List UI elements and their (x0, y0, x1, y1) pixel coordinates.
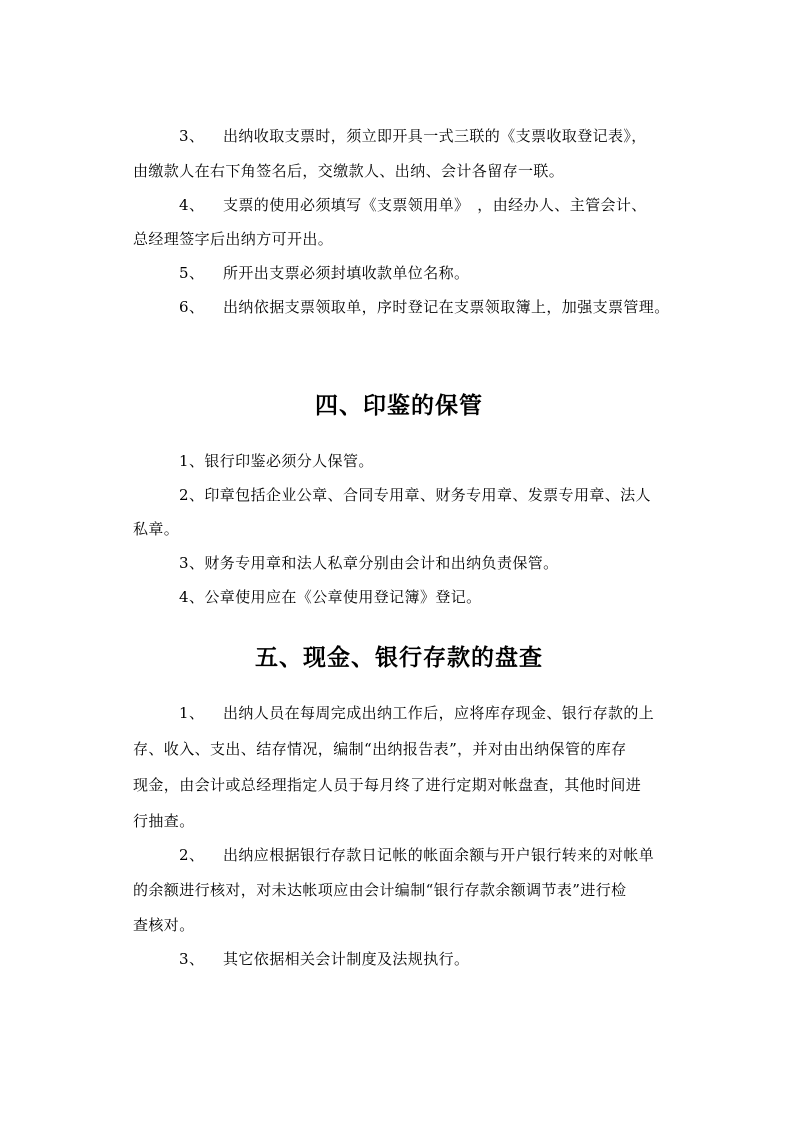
item-number: 2、 (179, 846, 205, 864)
cheque-item-3-line-1: 3、 出纳收取支票时，须立即开具一式三联的《支票收取登记表》， (179, 127, 647, 145)
audit-item-1-line-2: 存、收入、支出、结存情况，编制“出纳报告表”，并对由出纳保管的库存 (133, 740, 627, 758)
audit-item-3: 3、 其它依据相关会计制度及法规执行。 (179, 950, 470, 968)
audit-item-1-line-3: 现金，由会计或总经理指定人员于每月终了进行定期对帐盘查，其他时间进 (133, 776, 642, 794)
cheque-item-4-line-2: 总经理签字后出纳方可开出。 (133, 230, 334, 248)
audit-item-2-line-3: 查核对。 (133, 916, 195, 934)
item-number: 4、 (179, 196, 205, 214)
cheque-item-3-line-2: 由缴款人在右下角签名后，交缴款人、出纳、会计各留存一联。 (133, 162, 565, 180)
seal-item-4: 4、公章使用应在《公章使用登记簿》登记。 (179, 588, 482, 606)
item-number: 3、 (179, 950, 205, 968)
item-number: 6、 (179, 298, 205, 316)
section-heading-cash-audit: 五、现金、银行存款的盘查 (255, 645, 543, 671)
section-heading-seals: 四、印鉴的保管 (315, 393, 483, 419)
audit-item-2-line-2: 的余额进行核对，对未达帐项应由会计编制“银行存款余额调节表”进行检 (133, 881, 627, 899)
audit-item-1-line-1: 1、 出纳人员在每周完成出纳工作后，应将库存现金、银行存款的上 (179, 704, 655, 722)
cheque-item-5: 5、 所开出支票必须封填收款单位名称。 (179, 264, 470, 282)
audit-item-1-line-4: 行抽查。 (133, 812, 195, 830)
seal-item-3: 3、财务专用章和法人私章分别由会计和出纳负责保管。 (179, 554, 559, 572)
item-number: 1、 (179, 704, 205, 722)
cheque-item-4-line-1: 4、 支票的使用必须填写《支票领用单》 ，由经办人、主管会计、 (179, 196, 647, 214)
seal-item-2-line-1: 2、印章包括企业公章、合同专用章、财务专用章、发票专用章、法人 (179, 486, 651, 504)
audit-item-2-line-1: 2、 出纳应根据银行存款日记帐的帐面余额与开户银行转来的对帐单 (179, 846, 655, 864)
cheque-item-6: 6、 出纳依据支票领取单，序时登记在支票领取簿上，加强支票管理。 (179, 298, 670, 316)
item-number: 5、 (179, 264, 205, 282)
seal-item-2-line-2: 私章。 (133, 520, 180, 538)
seal-item-1: 1、银行印鉴必须分人保管。 (179, 452, 374, 470)
item-number: 3、 (179, 127, 205, 145)
